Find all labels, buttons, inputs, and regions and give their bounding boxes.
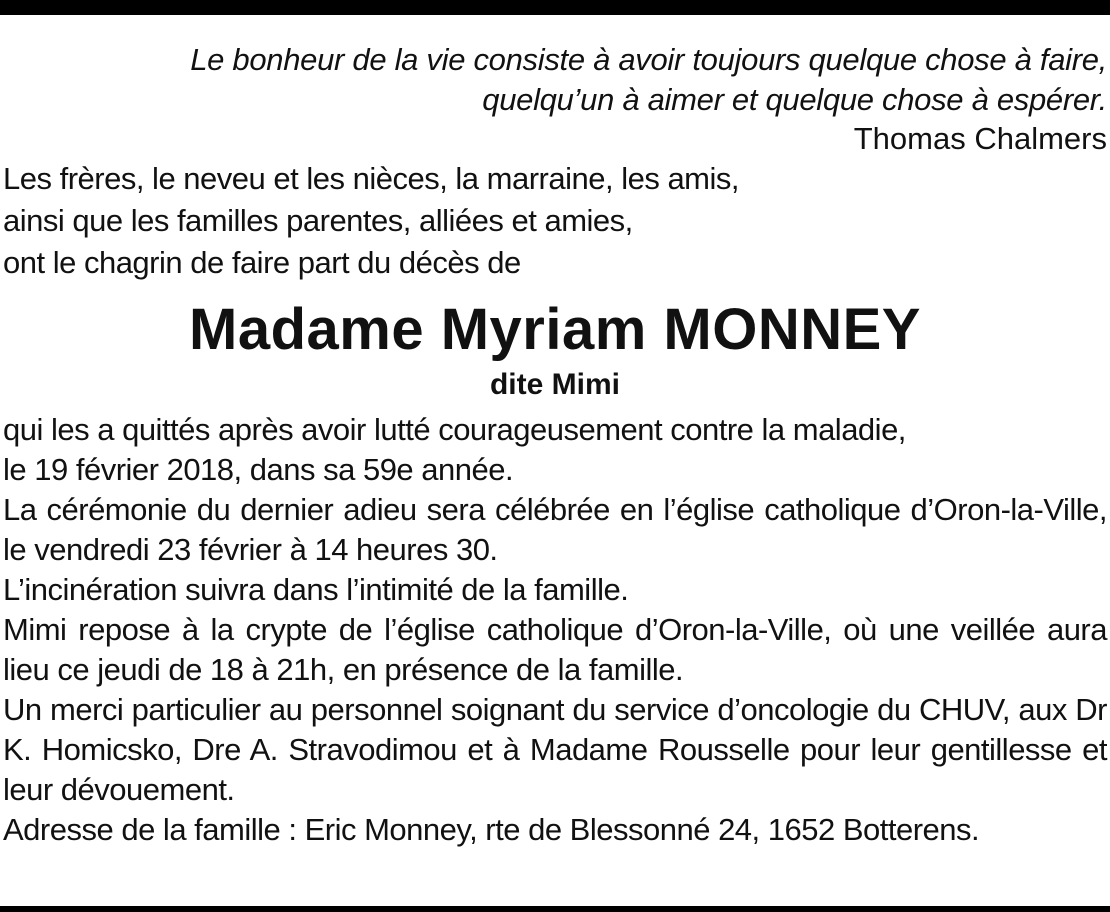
announcement-intro	[3, 158, 1107, 284]
ceremony-paragraph: La cérémonie du dernier adieu sera célébrée en l’église catholique d’Oron-la-Ville, le vendredi 23 février à 14 heures 30.	[3, 492, 1107, 567]
intro-line-3: ont le chagrin de faire part du décès de	[3, 245, 521, 280]
cremation-paragraph: L’incinération suivra dans l’intimité de la famille.	[3, 572, 629, 607]
intro-line-2: ainsi que les familles parentes, alliées et amies,	[3, 203, 633, 238]
quote-author: Thomas Chalmers	[853, 121, 1107, 156]
notice-body	[3, 410, 1107, 850]
deceased-name: Madame Myriam MONNEY	[189, 297, 921, 362]
vigil-paragraph: Mimi repose à la crypte de l’église catholique d’Oron-la-Ville, où une veillée aura lieu ce jeudi de 18 à 21h, en présence de la famille.	[3, 612, 1107, 687]
body-line-1: qui les a quittés après avoir lutté courageusement contre la maladie,	[3, 412, 906, 447]
epigraph-quote	[3, 40, 1107, 120]
bottom-border-rule	[0, 906, 1110, 912]
quote-line-1: Le bonheur de la vie consiste à avoir toujours quelque chose à faire,	[190, 42, 1107, 77]
body-line-2: le 19 février 2018, dans sa 59e année.	[3, 452, 514, 487]
quote-line-2: quelqu’un à aimer et quelque chose à espérer.	[482, 82, 1107, 117]
obituary-notice	[3, 40, 1107, 850]
thanks-paragraph: Un merci particulier au personnel soignant du service d’oncologie du CHUV, aux Dr K. Homicsko, Dre A. Stravodimou et à Madame Rousselle pour leur gentillesse et leur dévouement.	[3, 692, 1107, 807]
deceased-nickname: dite Mimi	[489, 368, 620, 401]
top-border-rule	[0, 0, 1110, 15]
intro-line-1: Les frères, le neveu et les nièces, la marraine, les amis,	[3, 161, 740, 196]
family-address: Adresse de la famille : Eric Monney, rte de Blessonné 24, 1652 Botterens.	[3, 812, 980, 847]
